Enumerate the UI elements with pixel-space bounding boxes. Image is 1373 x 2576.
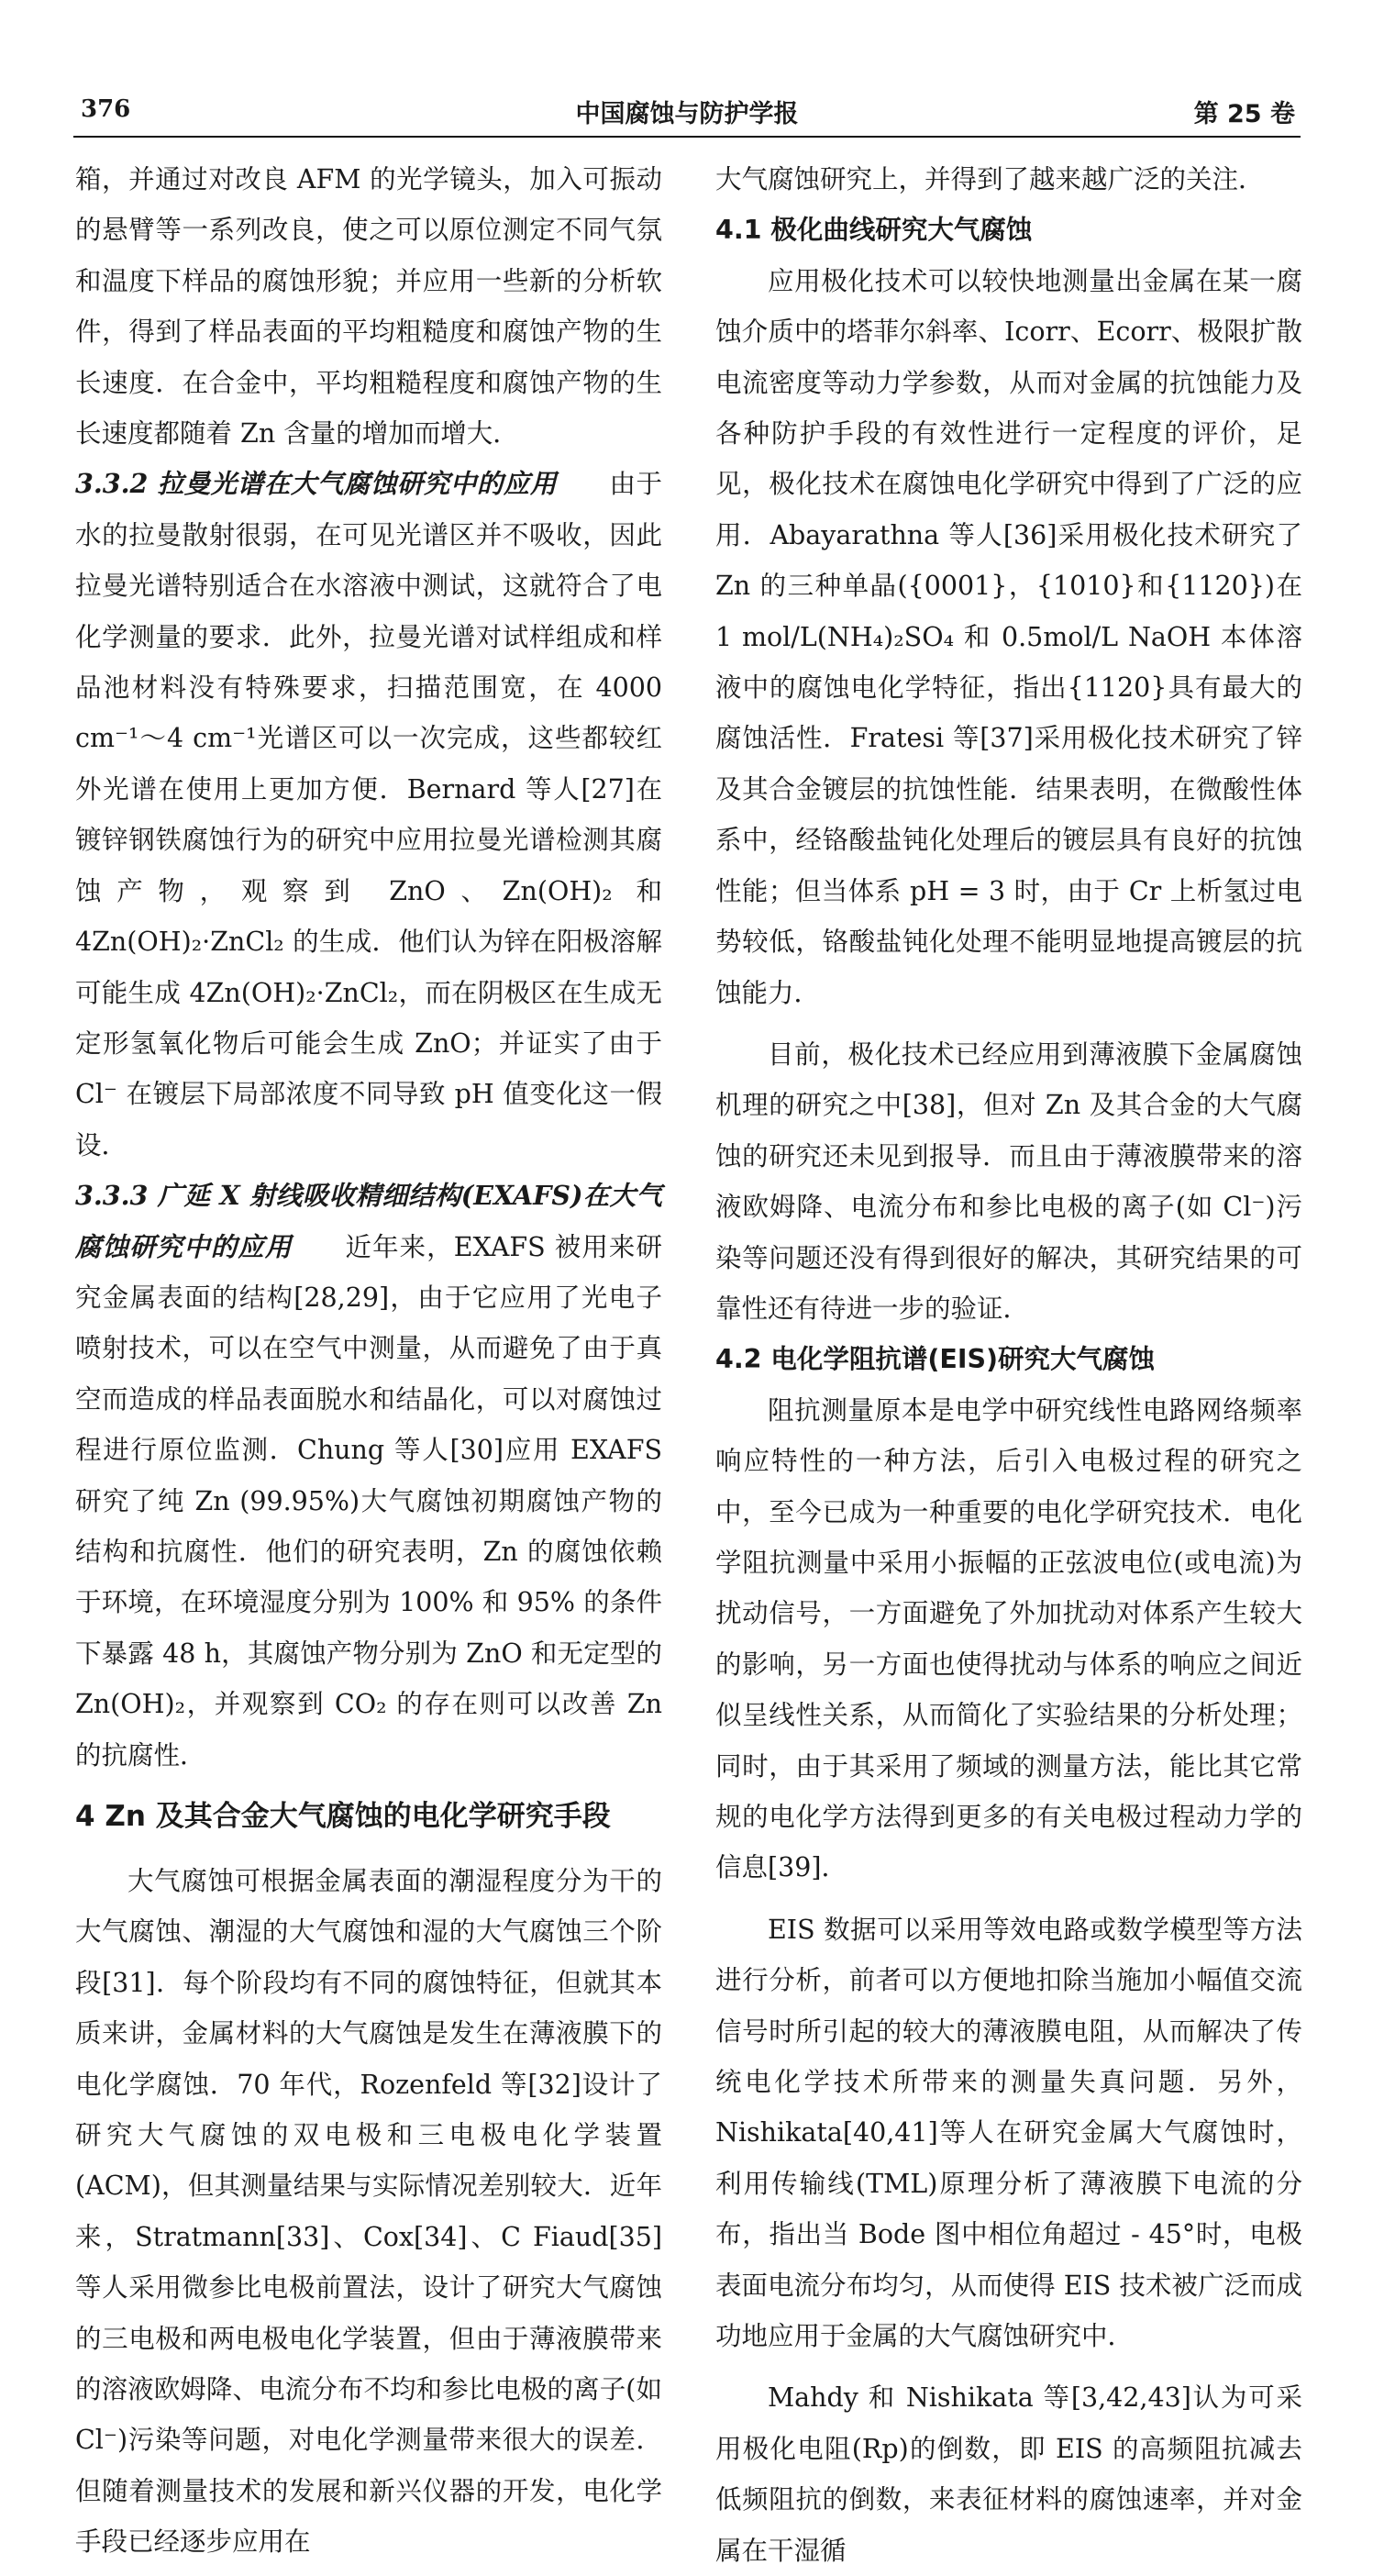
subsection-heading: 3.3.3 广延 X 射线吸收精细结构(EXAFS)在大气腐蚀研究中的应用: [75, 1180, 662, 1262]
paragraph-continued: 大气腐蚀研究上，并得到了越来越广泛的关注．: [715, 164, 1265, 194]
running-header: [73, 84, 1301, 127]
subsection-4-2-heading: 4.2 电化学阻抗谱(EIS)研究大气腐蚀: [715, 1344, 1156, 1375]
subsection-text: 由于水的拉曼散射很弱，在可见光谱区并不吸收，因此拉曼光谱特别适合在水溶液中测试，这就符合了电化学测量的要求．此外，拉曼光谱对试样组成和样品池材料没有特殊要求，扫描范围宽，在 4000 cm⁻¹～4 cm⁻¹光谱区可以一次完成，这些都较红外光谱在使用上更加方便．Bernard 等人[27]在镀锌钢铁腐蚀行为的研究中应用拉曼光谱检测其腐蚀产物，观察到 ZnO、Zn(OH)₂ 和 4Zn(OH)₂·ZnCl₂ 的生成．他们认为锌在阳极溶解可能生成 4Zn(OH)₂·ZnCl₂，而在阴极区在生成无定形氢氧化物后可能会生成 ZnO；并证实了由于 Cl⁻ 在镀层下局部浓度不同导致 pH 值变化这一假设．: [75, 469, 662, 1160]
subsection-3-3-3: [75, 1171, 662, 1781]
header-rule: [73, 136, 1301, 138]
paragraph-impedance: 阻抗测量原本是电学中研究线性电路网络频率响应特性的一种方法，后引入电极过程的研究之中，至今已成为一种重要的电化学研究技术．电化学阻抗测量中采用小振幅的正弦波电位(或电流)为扰动信号，一方面避免了外加扰动对体系产生较大的影响，另一方面也使得扰动与体系的响应之间近似呈线性关系，从而简化了实验结果的分析处理；同时，由于其采用了频域的测量方法，能比其它常规的电化学方法得到更多的有关电极过程动力学的信息[39]．: [715, 1394, 1302, 1883]
paragraph-mahdy: Mahdy 和 Nishikata 等[3,42,43]认为可采用极化电阻(Rp)的倒数，即 EIS 的高频阻抗减去低频阻抗的倒数，来表征材料的腐蚀速率，并对金属在干湿循: [715, 2382, 1302, 2566]
paragraph-thin-film: 目前，极化技术已经应用到薄液膜下金属腐蚀机理的研究之中[38]，但对 Zn 及其合金的大气腐蚀的研究还未见到报导．而且由于薄液膜带来的溶液欧姆降、电流分布和参比电极的离子(如 Cl⁻)污染等问题还没有得到很好的解决，其研究结果的可靠性还有待进一步的验证．: [715, 1038, 1302, 1324]
subsection-4-1-heading: 4.1 极化曲线研究大气腐蚀: [715, 215, 1033, 246]
paragraph-eis-analysis: EIS 数据可以采用等效电路或数学模型等方法进行分析，前者可以方便地扣除当施加小幅值交流信号时所引起的较大的薄液膜电阻，从而解决了传统电化学技术所带来的测量失真问题．另外，Nishikata[40,41]等人在研究金属大气腐蚀时，利用传输线(TML)原理分析了薄液膜下电流的分布，指出当 Bode 图中相位角超过 - 45°时，电极表面电流分布均匀，从而使得 EIS 技术被广泛而成功地应用于金属的大气腐蚀研究中．: [715, 1914, 1302, 2352]
page-number: 376: [81, 95, 131, 123]
volume-label: 第 25 卷: [1193, 100, 1295, 128]
paragraph-afm-continued: 箱，并通过对改良 AFM 的光学镜头，加入可振动的悬臂等一系列改良，使之可以原位测定不同气氛和温度下样品的腐蚀形貌；并应用一些新的分析软件，得到了样品表面的平均粗糙度和腐蚀产物的生长速度．在合金中，平均粗糙程度和腐蚀产物的生长速度都随着 Zn 含量的增加而增大．: [75, 164, 662, 450]
paragraph-section-4-intro: 大气腐蚀可根据金属表面的潮湿程度分为干的大气腐蚀、潮湿的大气腐蚀和湿的大气腐蚀三个阶段[31]．每个阶段均有不同的腐蚀特征，但就其本质来讲，金属材料的大气腐蚀是发生在薄液膜下的电化学腐蚀．70 年代，Rozenfeld 等[32]设计了研究大气腐蚀的双电极和三电极电化学装置(ACM)，但其测量结果与实际情况差别较大．近年来，Stratmann[33]、Cox[34]、C Fiaud[35]等人采用微参比电极前置法，设计了研究大气腐蚀的三电极和两电极电化学装置，但由于薄液膜带来的溶液欧姆降、电流分布不均和参比电极的离子(如 Cl⁻)污染等问题，对电化学测量带来很大的误差．但随着测量技术的发展和新兴仪器的开发，电化学手段已经逐步应用在: [75, 1866, 662, 2558]
subsection-3-3-2: [75, 459, 662, 1171]
section-4-heading: 4 Zn 及其合金大气腐蚀的电化学研究手段: [75, 1800, 611, 1833]
right-column: [715, 154, 1302, 2576]
left-column: [75, 154, 662, 2568]
subsection-text: 近年来，EXAFS 被用来研究金属表面的结构[28,29]，由于它应用了光电子喷射技术，可以在空气中测量，从而避免了由于真空而造成的样品表面脱水和结晶化，可以对腐蚀过程进行原位监测．Chung 等人[30]应用 EXAFS 研究了纯 Zn (99.95%)大气腐蚀初期腐蚀产物的结构和抗腐性．他们的研究表明，Zn 的腐蚀依赖于环境，在环境湿度分别为 100% 和 95% 的条件下暴露 48 h，其腐蚀产物分别为 ZnO 和无定型的 Zn(OH)₂，并观察到 CO₂ 的存在则可以改善 Zn 的抗腐性．: [75, 1231, 662, 1771]
journal-title: 中国腐蚀与防护学报: [575, 100, 799, 128]
paragraph-polarization: 应用极化技术可以较快地测量出金属在某一腐蚀介质中的塔菲尔斜率、Icorr、Ecorr、极限扩散电流密度等动力学参数，从而对金属的抗蚀能力及各种防护手段的有效性进行一定程度的评价，足见，极化技术在腐蚀电化学研究中得到了广泛的应用．Abayarathna 等人[36]采用极化技术研究了 Zn 的三种单晶({0001}，{1010}和{1120})在 1 mol/L(NH₄)₂SO₄ 和 0.5mol/L NaOH 本体溶液中的腐蚀电化学特征，指出{1120}具有最大的腐蚀活性．Fratesi 等[37]采用极化技术研究了锌及其合金镀层的抗蚀性能．结果表明，在微酸性体系中，经铬酸盐钝化处理后的镀层具有良好的抗蚀性能；但当体系 pH = 3 时，由于 Cr 上析氢过电势较低，铬酸盐钝化处理不能明显地提高镀层的抗蚀能力．: [715, 265, 1302, 1008]
subsection-heading: 3.3.2 拉曼光谱在大气腐蚀研究中的应用: [75, 468, 557, 500]
